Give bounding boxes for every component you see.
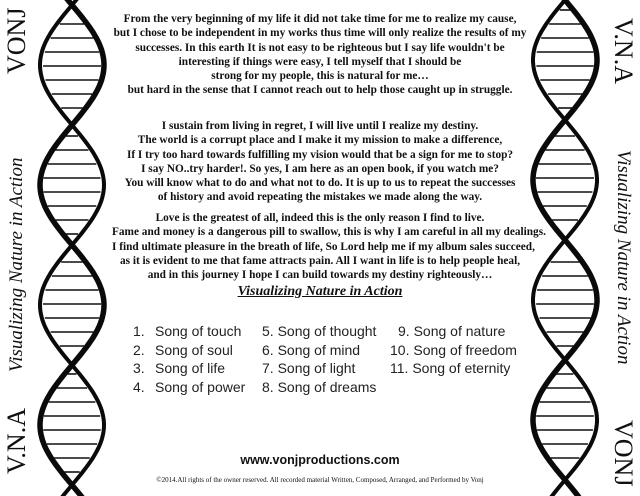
text-line: From the very beginning of my life it did not take time for me to realize my cause, xyxy=(123,13,517,25)
track-item xyxy=(390,359,517,378)
text-line: but hard in the sense that I cannot reach out to help those caught up in struggle. xyxy=(127,84,513,97)
track-number: 1. xyxy=(133,323,145,339)
left-subtitle: Visualizing Nature in Action xyxy=(6,157,27,372)
track-title: Song of life xyxy=(155,360,226,377)
track-item xyxy=(390,322,517,341)
tracklist-column-1 xyxy=(133,322,245,397)
text-line: Fame and money is a dangerous pill to swallow, this is why I am careful in all my dealings. xyxy=(112,226,546,239)
text-line: You will know what to do and what not to do. It is up to us to repeat the successes xyxy=(124,177,516,190)
text-line: interesting if things were easy, I tell myself that I should be xyxy=(178,55,462,68)
dna-helix-left xyxy=(32,0,112,496)
text-line: Love is the greatest of all, indeed this is the only reason I find to live. xyxy=(155,212,485,224)
tracklist-column-2 xyxy=(262,322,376,397)
copyright-notice: ©2014.All rights of the owner reserved. All recorded material Written, Composed, Arranged, and Performed by Vonj xyxy=(156,476,484,484)
track-item xyxy=(262,378,376,397)
track-title: Song of power xyxy=(155,379,246,396)
left-bottom-label: V.N.A xyxy=(2,408,31,474)
text-line: and in this journey I hope I can build towards my destiny righteously… xyxy=(147,269,493,282)
text-line: but I chose to be independent in my works thus time will only realize the results of my xyxy=(113,27,527,40)
track-title: Song of thought xyxy=(277,323,377,339)
track-number: 11. xyxy=(390,360,409,377)
text-line: strong for my people, this is natural for me… xyxy=(211,70,429,83)
track-title: Song of soul xyxy=(155,341,233,358)
track-title: Song of eternity xyxy=(412,360,511,377)
track-title: Song of touch xyxy=(155,323,242,339)
right-subtitle: Visualizing Nature in Action xyxy=(613,150,634,365)
track-title: Song of dreams xyxy=(277,379,377,396)
track-number: 5. xyxy=(262,323,274,339)
text-line: I say NO..try harder!. So yes, I am here as an open book, if you watch me? xyxy=(141,162,499,175)
track-number: 9. xyxy=(398,323,410,339)
track-title: Song of light xyxy=(277,360,356,377)
track-item xyxy=(262,341,376,360)
track-number: 7. xyxy=(262,360,274,377)
text-line: as it is evident to me that fame attracts pain. All I want in life is to help people heal, xyxy=(119,254,521,267)
right-bottom-label: VONJ xyxy=(609,420,638,487)
track-item xyxy=(390,341,517,360)
helix-strand xyxy=(40,0,104,496)
right-top-label: V.N.A xyxy=(609,18,638,84)
text-line: I find ultimate pleasure in the breath of life, So Lord help me if my album sales succeed, xyxy=(112,240,535,253)
website-link[interactable]: www.vonjproductions.com xyxy=(240,453,400,467)
track-title: Song of nature xyxy=(413,323,506,339)
track-item xyxy=(262,359,376,378)
dna-helix-right xyxy=(525,0,605,496)
text-line: I sustain from living in regret, I will live until I realize my destiny. xyxy=(161,120,479,132)
track-number: 3. xyxy=(133,360,145,377)
track-number: 2. xyxy=(133,341,145,358)
text-line: successes. In this earth It is not easy to be righteous but I say life wouldn't be xyxy=(135,41,505,54)
track-number: 4. xyxy=(133,379,145,396)
track-item xyxy=(133,341,245,360)
track-item xyxy=(262,322,376,341)
text-line: of history and avoid repeating the mistakes we made along the way. xyxy=(157,191,483,204)
helix-strand xyxy=(533,0,597,496)
track-title: Song of mind xyxy=(277,341,361,358)
paragraph-3 xyxy=(112,211,546,282)
album-title: Visualizing Nature in Action xyxy=(237,284,403,299)
track-title: Song of freedom xyxy=(413,341,517,358)
track-number: 10. xyxy=(390,341,410,358)
track-item xyxy=(133,359,245,378)
text-line: If I try too hard towards fulfilling my vision would that be a sign for me to stop? xyxy=(126,148,514,161)
track-number: 8. xyxy=(262,379,274,396)
track-number: 6. xyxy=(262,341,274,358)
track-item xyxy=(133,378,245,397)
tracklist-column-3 xyxy=(390,322,517,378)
paragraph-1 xyxy=(112,12,528,98)
paragraph-2 xyxy=(112,119,528,205)
text-line: The world is a corrupt place and I make it my mission to make a difference, xyxy=(137,134,503,147)
helix-strand xyxy=(533,0,597,496)
track-item xyxy=(133,322,245,341)
left-top-label: VONJ xyxy=(2,7,31,74)
